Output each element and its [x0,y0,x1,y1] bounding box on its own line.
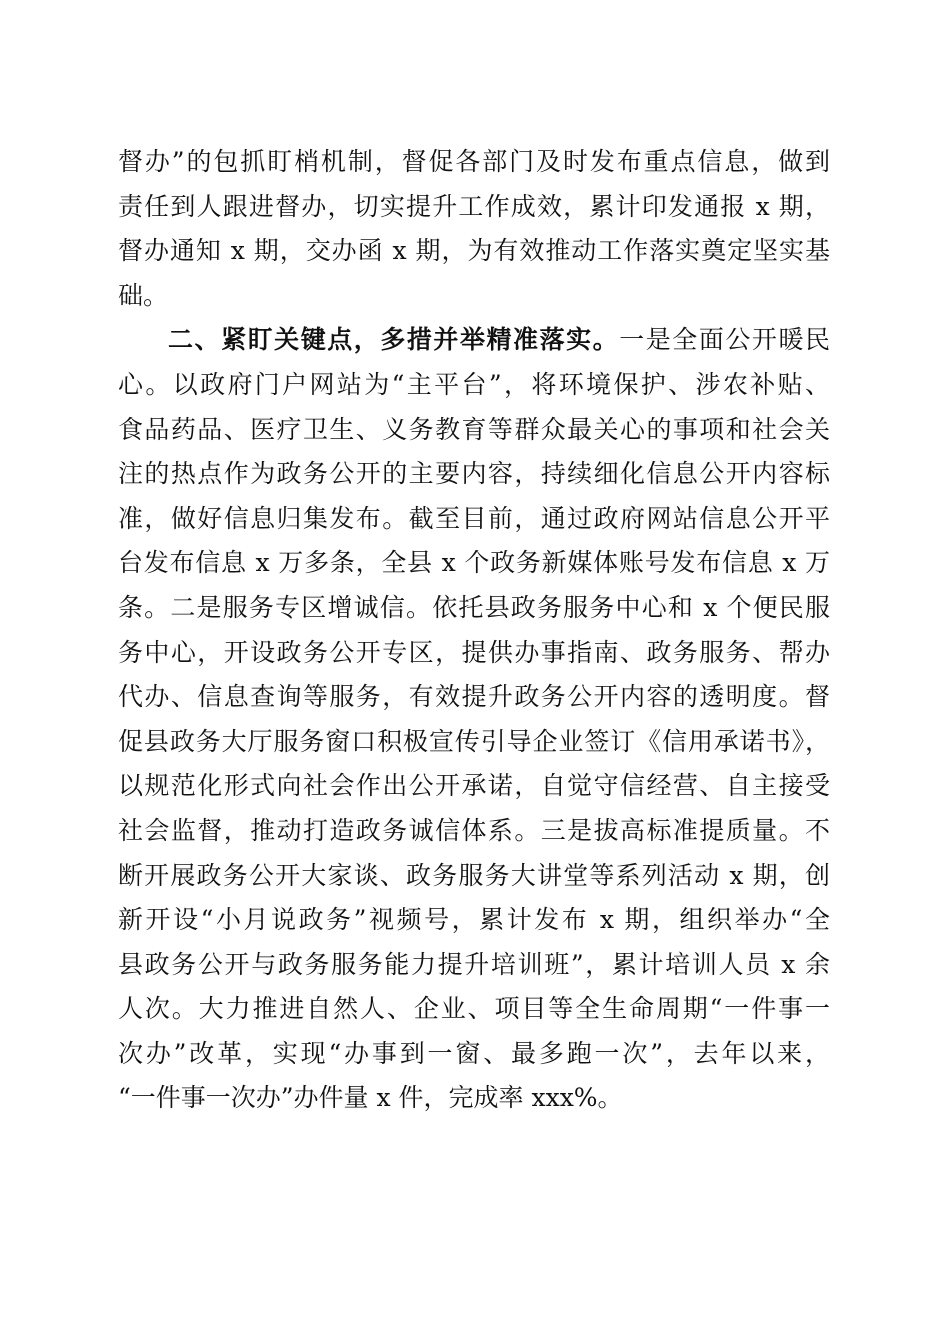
paragraph-2 [118,318,830,1121]
paragraph-2-line: 食品药品、医疗卫生、义务教育等群众最关心的事项和社会关 [118,414,830,444]
paragraph-2-line: 准，做好信息归集发布。截至目前，通过政府网站信息公开平 [118,503,830,533]
paragraph-2-line: 次办”改革，实现“办事到一窗、最多跑一次”，去年以来， [118,1038,830,1068]
paragraph-2-line: 代办、信息查询等服务，有效提升政务公开内容的透明度。督 [118,682,830,712]
document-body [118,140,830,1121]
paragraph-2-line: 促县政务大厅服务窗口积极宣传引导企业签订《信用承诺书》， [118,726,830,756]
paragraph-1-line: 础。 [118,280,169,310]
paragraph-2-line: 断开展政务公开大家谈、政务服务大讲堂等系列活动 x 期，创 [118,860,830,890]
paragraph-2-line: 县政务公开与政务服务能力提升培训班”，累计培训人员 x 余 [118,949,830,979]
paragraph-1-line: 责任到人跟进督办，切实提升工作成效，累计印发通报 x 期， [118,191,830,221]
paragraph-2-line: 以规范化形式向社会作出公开承诺，自觉守信经营、自主接受 [118,771,830,801]
paragraph-2-line: 条。二是服务专区增诚信。依托县政务服务中心和 x 个便民服 [118,592,830,622]
paragraph-1-line: 督办”的包抓盯梢机制，督促各部门及时发布重点信息，做到 [118,147,830,176]
paragraph-2-line: 人次。大力推进自然人、企业、项目等全生命周期“一件事一 [118,994,830,1024]
paragraph-1-line: 督办通知 x 期，交办函 x 期，为有效推动工作落实奠定坚实基 [118,236,830,266]
paragraph-2-line: 务中心，开设政务公开专区，提供办事指南、政务服务、帮办 [118,637,830,667]
paragraph-2-line: 注的热点作为政务公开的主要内容，持续细化信息公开内容标 [118,459,830,489]
paragraph-2-line: 台发布信息 x 万多条，全县 x 个政务新媒体账号发布信息 x 万 [118,548,830,578]
paragraph-2-line: “一件事一次办”办件量 x 件，完成率 xxx%。 [118,1083,623,1113]
paragraph-1 [118,140,830,318]
paragraph-2-first-line [118,318,830,363]
paragraph-2-line: 心。以政府门户网站为“主平台”，将环境保护、涉农补贴、 [118,369,830,399]
paragraph-2-first-line-text: 一是全面公开暖民 [619,325,830,355]
paragraph-2-line: 社会监督，推动打造政务诚信体系。三是拔高标准提质量。不 [118,815,830,845]
section-heading: 二、紧盯关键点，多措并举精准落实。 [168,325,620,355]
paragraph-2-line: 新开设“小月说政务”视频号，累计发布 x 期，组织举办“全 [118,905,830,935]
